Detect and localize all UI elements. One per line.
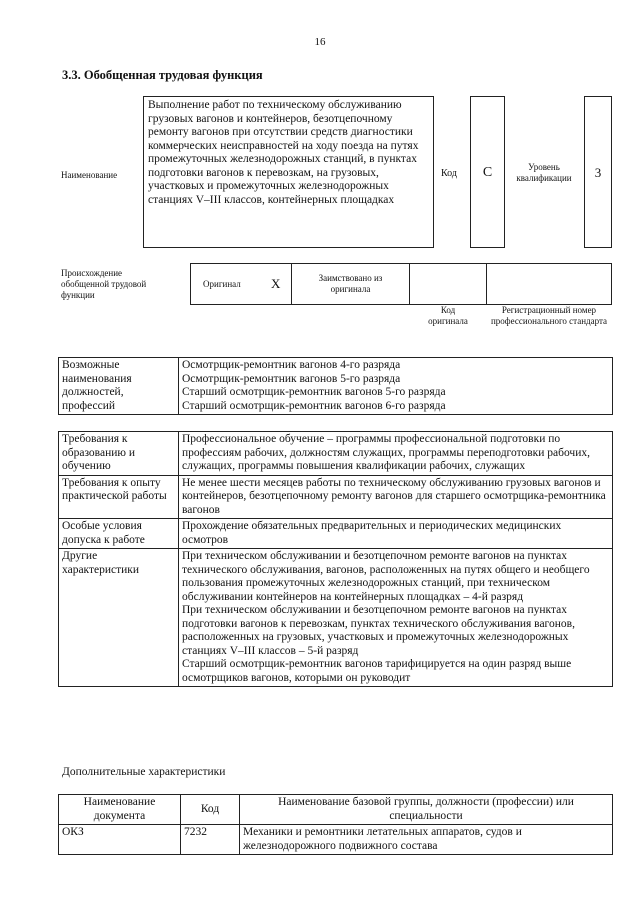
code-box	[470, 96, 505, 248]
header-code: Код	[181, 795, 240, 825]
other-paragraph: Старший осмотрщик-ремонтник вагонов тарифицируется на один разряд выше осмотрщиков вагонов, которыми он руководит	[182, 658, 572, 684]
possible-names-table	[58, 357, 613, 415]
row-group-name: Механики и ремонтники летательных аппаратов, судов и железнодорожного подвижного состава	[240, 825, 613, 855]
other-paragraph: При техническом обслуживании и безотцепочном ремонте вагонов на пунктах технического обслуживания, вагонов, расположенных на путях общего и необщего пользования промежуточных железнодорожных станций, при техническом обслуживании контейнеров на контейнерных площадках – 4-й разряд	[182, 550, 590, 603]
original-box	[190, 263, 292, 305]
level-label: Уровень квалификации	[516, 162, 572, 183]
table-row	[59, 475, 613, 519]
other-value	[179, 549, 613, 687]
header-group-name: Наименование базовой группы, должности (профессии) или специальности	[240, 795, 613, 825]
code-original-label: Код оригинала	[428, 305, 468, 326]
education-label: Требования к образованию и обучению	[59, 432, 179, 476]
header-document: Наименование документа	[59, 795, 181, 825]
possible-names-label: Возможные наименования должностей, профессий	[59, 358, 179, 415]
row-document: ОКЗ	[59, 825, 181, 855]
list-item: Старший осмотрщик-ремонтник вагонов 6-го разряда	[182, 399, 446, 412]
function-name-value: Выполнение работ по техническому обслуживанию грузовых вагонов и контейнеров, безотцепочному ремонту вагонов при отсутствии средств диагностики коммерческих неисправностей на ходу поезда на путях промежуточных железнодорожных станций, в пунктах подготовки вагонов к перевозкам, на грузовых, участковых и промежуточных железнодорожных станциях V–III классов, контейнерных площадках	[148, 99, 419, 206]
table-row	[59, 519, 613, 549]
additional-table	[58, 794, 613, 855]
table-row	[59, 432, 613, 476]
list-item: Осмотрщик-ремонтник вагонов 4-го разряда	[182, 359, 401, 371]
code-label: Код	[441, 168, 457, 179]
experience-label: Требования к опыту практической работы	[59, 475, 179, 519]
table-header-row	[59, 795, 613, 825]
additional-title: Дополнительные характеристики	[62, 766, 226, 778]
requirements-table	[58, 431, 613, 687]
experience-value: Не менее шести месяцев работы по техническому обслуживанию грузовых вагонов и контейнеров, безотцепочному ремонту вагонов для старшего осмотрщика-ремонтника вагонов	[179, 475, 613, 519]
reg-number-label: Регистрационный номер профессионального стандарта	[490, 305, 608, 326]
level-value: 3	[594, 165, 602, 180]
possible-names-list	[179, 358, 613, 415]
borrowed-label: Заимствовано из оригинала	[318, 273, 383, 294]
section-title: 3.3. Обобщенная трудовая функция	[62, 68, 263, 82]
code-value: C	[482, 165, 493, 180]
admission-label: Особые условия допуска к работе	[59, 519, 179, 549]
level-box	[584, 96, 612, 248]
name-label: Наименование	[61, 170, 118, 180]
code-original-box	[409, 263, 487, 305]
admission-value: Прохождение обязательных предварительных и периодических медицинских осмотров	[179, 519, 613, 549]
table-row	[59, 358, 613, 415]
original-label: Оригинал	[203, 279, 241, 289]
reg-number-box	[486, 263, 612, 305]
row-code: 7232	[181, 825, 240, 855]
original-mark: X	[271, 276, 281, 291]
list-item: Осмотрщик-ремонтник вагонов 5-го разряда	[182, 372, 401, 385]
table-row	[59, 825, 613, 855]
table-row	[59, 549, 613, 687]
page-number: 16	[314, 36, 326, 48]
list-item: Старший осмотрщик-ремонтник вагонов 5-го разряда	[182, 386, 446, 398]
other-label: Другие характеристики	[59, 549, 179, 687]
education-value: Профессиональное обучение – программы профессиональной подготовки по профессиям рабочих, должностям служащих, программы переподготовки рабочих, служащих, программы повышения квалификации рабочих, служащих	[179, 432, 613, 476]
function-name-box	[143, 96, 434, 248]
origin-label: Происхождение обобщенной трудовой функции	[61, 268, 147, 300]
borrowed-box	[291, 263, 410, 305]
other-paragraph: При техническом обслуживании и безотцепочном ремонте вагонов на пунктах подготовки вагонов к перевозкам, пунктах технического обслуживания вагонов, расположенных на грузовых, участковых и промежуточных железнодорожных станциях V–III классов – 5-й разряд	[182, 604, 575, 657]
